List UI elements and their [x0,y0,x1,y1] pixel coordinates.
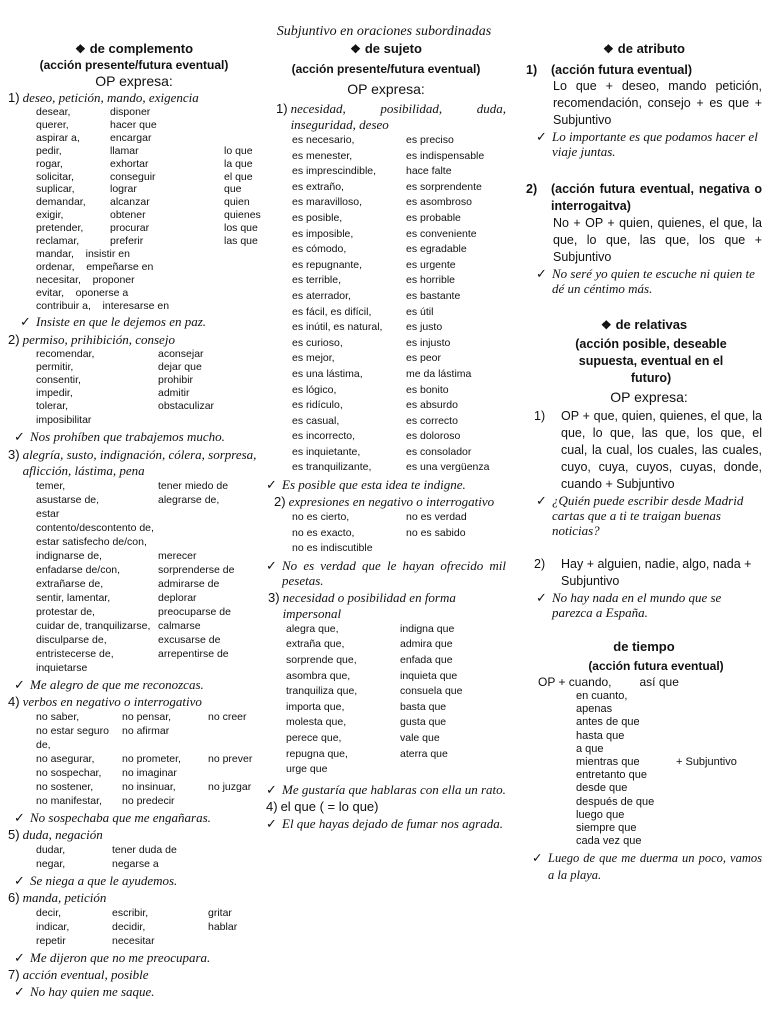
word-list-tail [8,248,260,313]
word-item: es indispensable [406,149,485,162]
word-item: preferir [110,235,144,248]
word-item: sorprenderse de [158,563,235,576]
word-list [8,843,260,871]
op-expresa: OP expresa: [95,73,173,89]
example: ✓ Me alegro de que me reconozcas. [14,676,204,692]
check-icon: ✓ [14,428,25,444]
word-item: es lógico, [292,383,337,396]
word-item: pedir, [36,144,62,157]
example: ✓ Es posible que esta idea te indigne. [266,477,466,493]
word-item: calmarse [158,619,201,632]
word-item: pretender, [36,222,84,235]
word-item: contribuir a, interesarse en [36,299,170,312]
word-item: admitir [158,387,190,400]
word-item: entretanto que [576,769,647,782]
word-item: antes de que [576,716,640,729]
example: ✓ Me gustaría que hablaras con ella un rato. [266,781,506,797]
word-item: no juzgar [208,780,252,793]
section-7: 7) acción eventual, posible [8,966,149,982]
word-item: es asombroso [406,196,472,209]
word-item: ordenar, empeñarse en [36,260,154,273]
subheading: (acción presente/futura eventual) [291,62,481,76]
word-item: tranquiliza que, [286,685,358,698]
word-item: hablar [208,920,238,933]
word-item: es útil [406,305,434,318]
word-item: sentir, lamentar, [36,591,111,604]
word-item: basta que [400,700,447,713]
word-item [224,132,261,145]
word-item: luego que [576,808,625,821]
word-item: imposibilitar [36,413,92,426]
word-item: asombra que, [286,669,351,682]
word-item: no manifestar, [36,794,102,807]
word-item: no insinuar, [122,780,176,793]
heading-tiempo: de tiempo [613,639,675,654]
word-item: es absurdo [406,399,458,412]
word-item: temer, [36,479,66,492]
check-icon: ✓ [266,557,277,573]
word-item: es imposible, [292,227,354,240]
word-item: es ridículo, [292,399,343,412]
word-item: exigir, [36,209,64,222]
word-item [158,507,260,535]
column-atributo [526,40,762,884]
section-1: 1) necesidad, posibilidad, duda, inseguridad, deseo [276,101,506,132]
subheading: (acción presente/futura eventual) [39,58,229,72]
word-item: negar, [36,857,66,870]
word-item: merecer [158,549,197,562]
word-item: desear, [36,106,71,118]
word-list [8,906,260,948]
word-item: no asegurar, [36,752,95,765]
word-list [8,106,260,248]
word-item: aspirar a, [36,131,80,144]
check-icon: ✓ [14,676,25,692]
subheading: (acción futura eventual) [588,659,724,673]
atributo-1-text: Lo que + deseo, mando petición, recomendación, consejo + es que + Subjuntivo [553,79,762,127]
atributo-1: 1) (acción futura eventual) [526,63,692,77]
example: ✓ Nos prohíben que trabajemos mucho. [14,428,225,444]
word-item: consuela que [400,685,463,698]
word-item: no es cierto, [292,511,350,524]
example: ✓ No es verdad que le hayan ofrecido mil pesetas. [266,557,506,588]
check-icon: ✓ [20,313,31,329]
word-item: quienes [224,209,261,222]
word-item: el que [224,170,253,183]
word-list [8,348,260,427]
heading-sujeto: ❖ de sujeto [350,41,422,56]
word-item: es mejor, [292,352,335,365]
word-item: es preciso [406,134,454,146]
word-item: tener miedo de [158,479,229,492]
word-item: es peor [406,352,442,365]
example: ✓ Se niega a que le ayudemos. [14,872,178,888]
word-item: es una lástima, [292,367,363,380]
word-item: admira que [400,638,453,651]
word-item: deplorar [158,591,197,604]
word-item: estar contento/descontento de, [36,507,154,534]
word-item: enfadarse de/con, [36,563,121,576]
word-item: arrepentirse de [158,647,229,660]
word-item: disponer [110,106,151,118]
word-list [8,479,260,675]
check-icon: ✓ [266,815,277,831]
word-item: es casual, [292,414,340,427]
word-item: me da lástima [406,367,472,380]
word-item: no prever [208,752,253,765]
word-item: es curioso, [292,336,343,349]
heading-relativas: ❖ de relativas [600,317,688,332]
section-2: 2) expresiones en negativo o interrogativo [274,494,495,510]
word-item: rogar, [36,157,63,170]
word-item: preocuparse de [158,605,231,618]
word-item: es conveniente [406,227,477,240]
word-item: siempre que [576,822,637,835]
subjuntivo-label: + Subjuntivo [676,756,737,768]
tiempo-op: OP + cuando, así que [538,675,679,689]
word-item: necesitar [112,934,155,947]
word-item: no saber, [36,710,80,723]
word-item [158,414,260,427]
word-item: reclamar, [36,235,80,248]
word-item: cada vez que [576,835,642,848]
word-item: admirarse de [158,577,220,590]
word-item: es consolador [406,445,472,458]
check-icon: ✓ [266,781,277,797]
word-list [266,510,506,557]
example: ✓ No hay nada en el mundo que se parezca a España. [536,590,722,620]
word-item: gusta que [400,716,447,729]
section-4: 4) el que ( = lo que) [266,798,379,814]
word-item: no imaginar [122,766,177,779]
word-item: es cómodo, [292,243,347,256]
section-2: 2) permiso, prihibición, consejo [8,331,175,347]
check-icon: ✓ [536,266,547,281]
word-item: prohibir [158,373,194,386]
word-item: molesta que, [286,716,347,729]
check-icon: ✓ [14,949,25,965]
word-item: es inquietante, [292,445,361,458]
heading-atributo: ❖ de atributo [603,41,685,56]
word-item [224,106,261,119]
word-item: no afirmar [122,724,170,737]
tiempo-block [526,690,762,848]
atributo-2: 2) (acción futura eventual, negativa o interrogaitva) [526,182,762,213]
op-expresa: OP expresa: [347,81,425,97]
word-item: no es exacto, [292,526,355,539]
word-item: es maravilloso, [292,196,363,209]
word-item: es repugnante, [292,258,363,271]
page-title: Subjuntivo en oraciones subordinadas [276,24,492,39]
word-item: impedir, [36,387,73,400]
word-item: es urgente [406,258,456,271]
word-item: es fácil, es difícil, [292,305,372,318]
word-item: indicar, [36,920,70,933]
word-item: solicitar, [36,170,74,183]
word-item [208,724,260,752]
word-item: urge que [286,763,328,776]
word-item: alegrarse de, [158,493,220,506]
word-item: dudar, [36,843,66,856]
section-3: 3) necesidad o posibilidad en forma impersonal [268,589,456,621]
word-item: es incorrecto, [292,430,356,443]
word-item: es una vergüenza [406,461,490,474]
diamond-icon: ❖ [603,42,614,56]
word-item: no pensar, [122,710,172,723]
word-item: repugna que, [286,747,348,760]
check-icon: ✓ [14,983,25,999]
word-item: dejar que [158,360,202,373]
diamond-icon: ❖ [350,42,361,56]
word-item: tener duda de [112,843,177,856]
word-item: protestar de, [36,605,95,618]
word-item [208,766,260,780]
word-item: excusarse de [158,633,221,646]
example: ✓ No hay quien me saque. [14,983,155,999]
word-item: querer, [36,118,69,131]
word-item: aconsejar [158,347,204,360]
op-expresa: OP expresa: [610,389,688,405]
word-item: exhortar [110,157,149,170]
word-item: es justo [406,321,443,334]
check-icon: ✓ [536,129,547,144]
word-item: no sospechar, [36,766,102,779]
word-item: consentir, [36,373,81,386]
check-icon: ✓ [532,851,543,866]
word-item: aterra que [400,747,448,760]
word-item: vale que [400,732,440,744]
word-item: recomendar, [36,347,95,360]
word-item: es probable [406,211,461,224]
word-item: es posible, [292,211,343,224]
word-item [406,541,506,557]
word-item [224,119,261,132]
word-item: es terrible, [292,274,342,287]
example: ✓ Luego de que me duerma un poco, vamos a la playa. [532,851,762,883]
word-item: hacer que [110,118,157,131]
column-complemento [8,40,260,999]
word-item: es tranquilizante, [292,461,372,474]
word-item: es imprescindible, [292,165,377,178]
word-item: lo que [224,144,253,157]
example: ✓ El que hayas dejado de fumar nos agrada. [266,815,503,831]
word-item: hasta que [576,729,625,742]
word-item: en cuanto, [576,690,628,702]
word-list [8,710,260,808]
word-item: es extraño, [292,180,344,193]
word-item: inquieta que [400,669,458,682]
example: ✓ No seré yo quien te escuche ni quien te dé un céntimo más. [536,266,755,296]
word-item: decidir, [112,920,146,933]
word-item: escribir, [112,906,149,919]
section-4: 4) verbos en negativo o interrogativo [8,693,202,709]
tiempo-list [526,690,762,848]
word-item: encargar [110,131,152,144]
word-item: apenas [576,703,613,716]
subheading: (acción posible, deseable supuesta, eventual en el futuro) [575,337,727,385]
diamond-icon: ❖ [74,42,86,56]
word-item: tolerar, [36,400,69,413]
word-item: sorprende que, [286,654,357,667]
example: ✓ Me dijeron que no me preocupara. [14,949,211,965]
word-list [266,133,506,476]
word-item: estar satisfecho de/con, [36,535,147,548]
check-icon: ✓ [536,493,547,508]
word-item: procurar [110,222,150,235]
word-item: es aterrador, [292,289,351,302]
word-item: alegra que, [286,622,339,635]
word-item: indignarse de, [36,549,102,562]
word-item: mandar, insistir en [36,247,130,260]
word-item: quien [224,196,250,209]
word-item [400,762,506,778]
section-1: 1) deseo, petición, mando, exigencia [8,90,199,105]
column-sujeto [266,40,506,831]
example: ✓ No sospechaba que me engañaras. [14,809,211,825]
word-item [158,661,260,675]
word-item: disculparse de, [36,633,107,646]
diamond-icon: ❖ [600,318,612,332]
check-icon: ✓ [266,477,277,493]
word-item: enfada que [400,654,453,667]
word-item: evitar, oponerse a [36,286,129,299]
word-item: a que [576,742,604,755]
word-item: no es sabido [406,526,466,539]
relativa-1: 1) OP + que, quien, quienes, el que, la que, lo que, las que, los que, el cual, la cual, los cuales, las cuales, cuyo, cuya, cuyos, cuyas, donde, cuando + Subjuntivo [534,409,762,491]
word-item: obtener [110,209,146,222]
word-item: no prometer, [122,752,181,765]
section-6: 6) manda, petición [8,889,107,905]
word-item: lograr [110,183,137,196]
relativa-2: 2) Hay + alguien, nadie, algo, nada + Subjuntivo [534,557,752,588]
word-item: es horrible [406,274,456,287]
word-item: no es indiscutible [292,542,373,555]
check-icon: ✓ [14,872,25,888]
word-item: extraña que, [286,638,345,651]
word-item: es necesario, [292,134,355,146]
atributo-2-text: No + OP + quien, quienes, el que, la que, lo que, las que, los que + Subjuntivo [553,216,762,264]
word-item: la que [224,157,253,170]
word-item: cuidar de, tranquilizarse, [36,619,151,632]
word-item: decir, [36,906,62,919]
word-item: inquietarse [36,661,88,674]
word-item: no predecir [122,794,175,807]
word-item: alcanzar [110,196,150,209]
word-item: mientras que [576,756,640,769]
word-item: repetir [36,934,66,947]
word-item: es inútil, es natural, [292,321,383,334]
word-item: es bonito [406,383,449,396]
section-3: 3) alegría, susto, indignación, cólera, sorpresa, aflicción, lástima, pena [8,446,257,478]
word-item: hace falte [406,165,452,178]
word-list [266,622,506,778]
word-item: importa que, [286,700,345,713]
word-item: no creer [208,710,247,723]
word-item: permitir, [36,360,74,373]
word-item: entristecerse de, [36,647,114,660]
example: ✓ ¿Quién puede escribir desde Madrid cartas que a ti te traigan buenas noticias? [536,493,744,538]
word-item: las que [224,235,258,248]
example: ✓ Insiste en que le dejemos en paz. [20,313,207,329]
word-item: no es verdad [406,511,467,524]
word-item: es bastante [406,289,461,302]
check-icon: ✓ [536,590,547,605]
word-item: es correcto [406,414,458,427]
word-item: obstaculizar [158,400,215,413]
word-item: gritar [208,906,232,919]
word-item: es egradable [406,243,467,256]
word-item: asustarse de, [36,493,100,506]
word-item: llamar [110,144,139,157]
word-item: no sostener, [36,780,94,793]
word-item: desde que [576,782,628,795]
section-5: 5) duda, negación [8,826,103,842]
word-item [208,934,260,948]
word-item: necesitar, proponer [36,273,135,286]
word-item: extrañarse de, [36,577,104,590]
word-item: no estar seguro de, [36,724,109,751]
word-item: perece que, [286,732,342,744]
word-item: suplicar, [36,183,75,196]
word-item: negarse a [112,857,159,870]
word-item [208,794,260,808]
example: ✓ Lo importante es que podamos hacer el viaje juntas. [536,129,758,159]
word-item: es doloroso [406,430,461,443]
word-item: que [224,183,242,196]
word-item: demandar, [36,196,86,209]
word-item: indigna que [400,622,455,635]
word-item: los que [224,222,258,235]
word-item: es menester, [292,149,353,162]
word-item: después de que [576,795,655,808]
check-icon: ✓ [14,809,25,825]
heading-complemento: ❖ de complemento [74,41,194,56]
word-item: conseguir [110,170,156,183]
word-item [158,535,260,549]
word-item: es injusto [406,336,451,349]
word-item: es sorprendente [406,180,482,193]
